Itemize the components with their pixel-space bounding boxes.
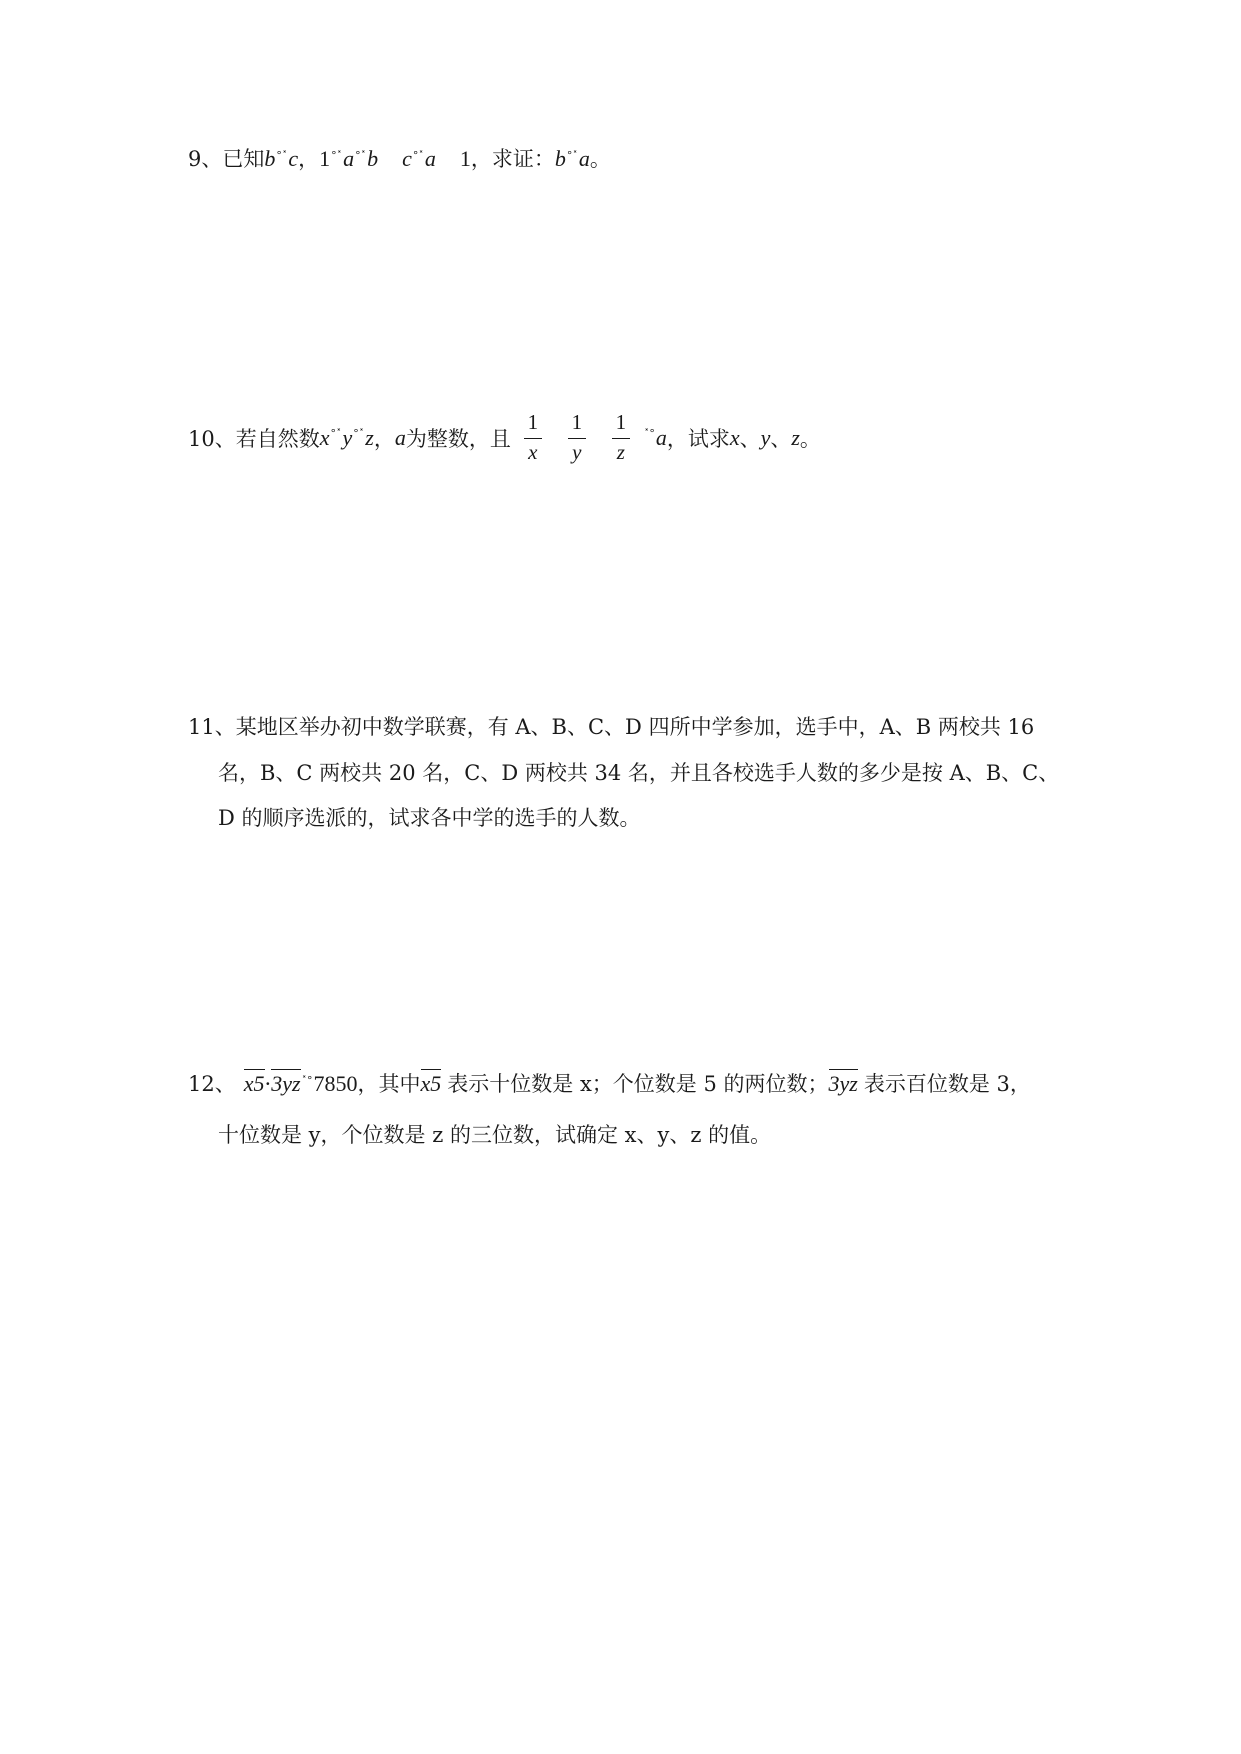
q9-one: 1 <box>319 146 331 171</box>
q10-tail-text: ，试求 <box>666 427 730 451</box>
q10-var-y: y <box>760 425 771 450</box>
question-12-line-2: 十位数是 y，个位数是 z 的三位数，试确定 x、y、z 的值。 <box>218 1123 772 1147</box>
q10-var-z: z <box>365 425 374 450</box>
question-11-line-2: 名，B、C 两校共 20 名，C、D 两校共 34 名，并且各校选手人数的多少是按 A、B、C、 <box>218 761 1060 785</box>
q10-var-y: y <box>342 425 353 450</box>
question-11-line-1: 11、某地区举办初中数学联赛，有 A、B、C、D 四所中学参加，选手中，A、B 两校共 16 <box>188 715 1035 739</box>
q9-prefix: 9、已知 <box>188 147 265 171</box>
q12-overline-3yz: 3yz <box>271 1071 301 1096</box>
q10-sep: 、 <box>770 427 792 451</box>
fraction-denominator: y <box>572 440 582 464</box>
q10-var-a: a <box>394 425 406 450</box>
q10-sep: 、 <box>739 427 761 451</box>
q9-var-b: b <box>554 146 566 171</box>
q12-overline-3yz: 3yz <box>828 1071 858 1096</box>
q9-var-b: b <box>264 146 276 171</box>
q9-symbol: °˟ <box>412 149 424 162</box>
q12-symbol: ˟° <box>301 1074 313 1087</box>
fraction-denominator: x <box>528 440 538 464</box>
q10-var-x: x <box>729 425 740 450</box>
fraction-numerator: 1 <box>615 410 627 434</box>
q9-var-c: c <box>402 146 412 171</box>
q10-symbol: ˟° <box>643 426 655 440</box>
q9-var-a: a <box>578 146 590 171</box>
q9-symbol: °˟ <box>355 149 367 162</box>
q9-var-b: b <box>367 146 379 171</box>
q9-var-a: a <box>424 146 436 171</box>
q10-period: 。 <box>799 427 821 451</box>
q9-symbol: °˟ <box>276 149 288 162</box>
q9-prove-text: ，求证： <box>470 147 555 171</box>
q10-fraction-1-over-x <box>523 410 543 466</box>
fraction-bar <box>612 438 630 439</box>
q12-prefix: 12、 <box>188 1072 236 1096</box>
q12-overline-x5: x5 <box>420 1071 442 1096</box>
fraction-numerator: 1 <box>527 410 539 434</box>
q12-text: ，其中 <box>357 1072 421 1096</box>
q10-symbol: °˟ <box>330 426 342 440</box>
q12-value: 7850 <box>313 1071 358 1096</box>
q9-symbol: °˟ <box>566 149 578 162</box>
q10-prefix: 10、若自然数 <box>188 427 320 451</box>
fraction-bar <box>524 438 542 439</box>
q12-text: 表示百位数是 3， <box>863 1072 1031 1096</box>
question-11-line-3: D 的顺序选派的，试求各中学的选手的人数。 <box>218 806 641 830</box>
question-12-line-1 <box>188 1068 1068 1098</box>
question-9 <box>188 143 1068 173</box>
q10-symbol: °˟ <box>353 426 365 440</box>
q9-var-a: a <box>343 146 355 171</box>
q10-fraction-1-over-z <box>611 410 631 466</box>
q9-symbol: °˟ <box>331 149 343 162</box>
q9-comma: ， <box>298 147 320 171</box>
q12-text: 表示十位数是 x；个位数是 5 的两位数； <box>447 1072 829 1096</box>
fraction-bar <box>568 438 586 439</box>
q10-mid-text: 为整数，且 <box>405 427 511 451</box>
q10-fraction-1-over-y <box>567 410 587 466</box>
q10-var-a: a <box>655 425 667 450</box>
q9-one: 1 <box>459 146 471 171</box>
q10-var-x: x <box>319 425 330 450</box>
q10-comma: ， <box>373 427 395 451</box>
fraction-denominator: z <box>616 440 625 464</box>
q12-dot: · <box>264 1072 272 1096</box>
q9-var-c: c <box>288 146 299 171</box>
fraction-numerator: 1 <box>571 410 583 434</box>
q12-overline-x5: x5 <box>243 1071 265 1096</box>
q9-period: 。 <box>589 147 611 171</box>
question-10 <box>188 410 1068 466</box>
q10-var-z: z <box>791 425 800 450</box>
